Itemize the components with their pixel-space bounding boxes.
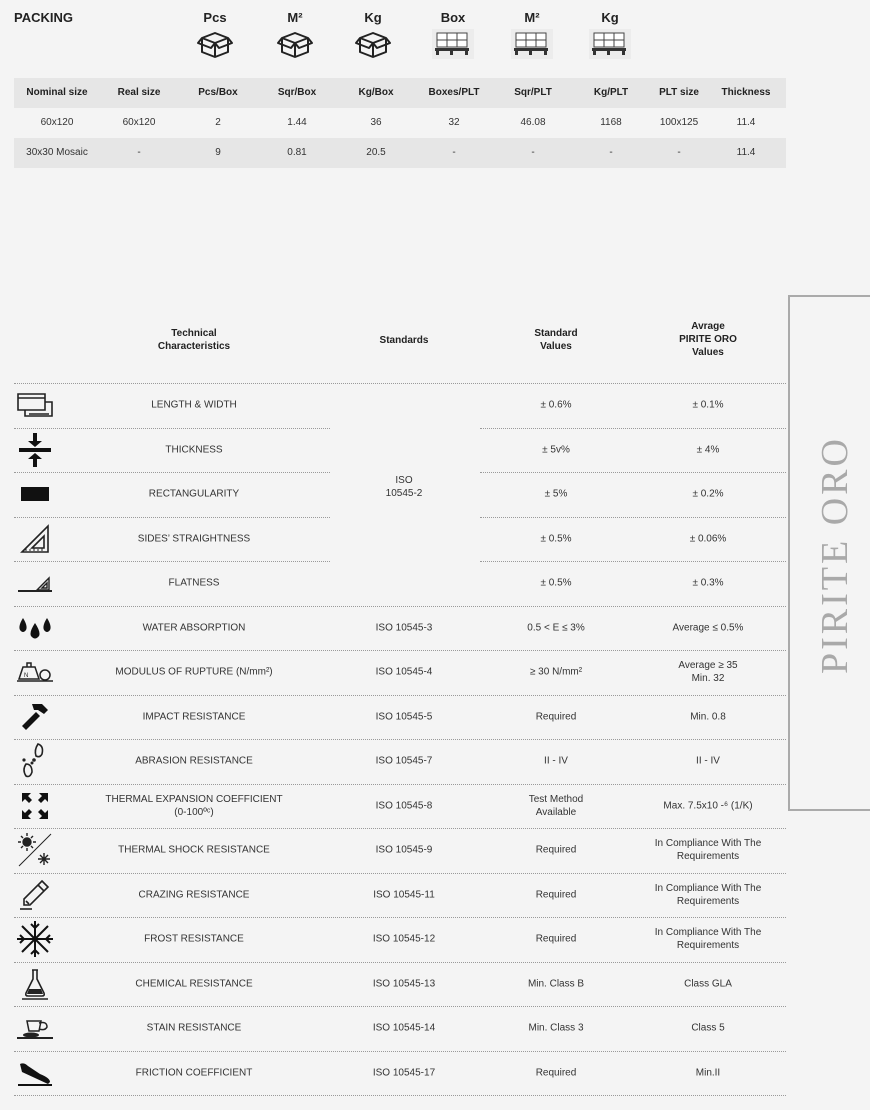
packing-cell: 36: [370, 117, 382, 128]
packing-cell: 46.08: [520, 117, 546, 128]
row-divider: [14, 917, 786, 918]
packing-cell: 20.5: [366, 147, 386, 158]
characteristic-name: CHEMICAL RESISTANCE: [135, 978, 253, 990]
characteristic-name: MODULUS OF RUPTURE (N/mm²): [115, 666, 273, 678]
packing-cell: -: [609, 147, 613, 158]
standard-value: ISO 10545-8: [375, 800, 433, 812]
characteristic-name: RECTANGULARITY: [148, 488, 240, 500]
packing-header-label: M²: [524, 10, 540, 25]
merged-standard-iso-10545-2: ISO 10545-2: [385, 475, 423, 499]
box-icon: [185, 28, 245, 60]
standard-value: ISO 10545-12: [372, 933, 436, 945]
packing-cell: Boxes/PLT: [428, 87, 480, 98]
standard-required-value: Min. Class 3: [528, 1022, 584, 1034]
characteristic-name: LENGTH & WIDTH: [151, 399, 237, 411]
average-value: ± 0.3%: [692, 577, 724, 589]
standard-required-value: II - IV: [544, 755, 568, 767]
row-divider-left: [14, 472, 330, 473]
standard-required-value: ≥ 30 N/mm²: [529, 666, 583, 678]
average-value: Class 5: [691, 1022, 725, 1034]
average-value: In Compliance With The Requirements: [654, 838, 762, 863]
row-divider: [14, 739, 786, 740]
packing-cell: 60x120: [40, 117, 74, 128]
row-divider: [14, 1051, 786, 1052]
thickness-icon: [14, 429, 56, 471]
characteristic-name: THICKNESS: [165, 444, 223, 456]
characteristic-name: ABRASION RESISTANCE: [135, 755, 253, 767]
standard-required-value: Required: [535, 1067, 577, 1079]
packing-cell: -: [677, 147, 681, 158]
packing-cell: Sqr/PLT: [514, 87, 552, 98]
standard-value: ISO 10545-13: [372, 978, 436, 990]
packing-cell: 11.4: [736, 147, 756, 158]
packing-cell: 1.44: [287, 117, 307, 128]
packing-cell: Real size: [117, 87, 161, 98]
header-characteristics: Technical Characteristics: [157, 328, 231, 352]
packing-header-3: [423, 10, 483, 60]
set-square-icon: [14, 518, 56, 560]
average-value: In Compliance With The Requirements: [654, 882, 762, 907]
row-divider: [14, 962, 786, 963]
standard-value: ISO 10545-3: [375, 622, 433, 634]
row-divider-right: [480, 472, 786, 473]
packing-cell: 2: [215, 117, 221, 128]
characteristic-name: THERMAL SHOCK RESISTANCE: [118, 844, 270, 856]
characteristic-name: FROST RESISTANCE: [144, 933, 244, 945]
packing-header-2: [343, 10, 403, 60]
standard-required-value: ± 0.5%: [540, 577, 572, 589]
packing-cell: Sqr/Box: [277, 87, 317, 98]
svg-text:N: N: [24, 673, 29, 679]
packing-cell: 0.81: [287, 147, 307, 158]
packing-header-5: [580, 10, 640, 60]
packing-cell: 60x120: [122, 117, 156, 128]
row-divider: [14, 1006, 786, 1007]
average-value: ± 0.06%: [689, 533, 727, 545]
standard-value: ISO 10545-7: [375, 755, 433, 767]
standard-required-value: ± 5v%: [542, 444, 570, 456]
packing-cell: PLT size: [659, 87, 699, 98]
standard-required-value: Min. Class B: [527, 978, 585, 990]
packing-cell: 100x125: [659, 117, 699, 128]
packing-header-1: [265, 10, 325, 60]
row-divider: [14, 828, 786, 829]
shoe-icon: [14, 1052, 56, 1094]
row-divider-right: [480, 428, 786, 429]
packing-header-label: Kg: [601, 10, 619, 25]
row-divider: [14, 695, 786, 696]
header-standard-values: Standard Values: [534, 328, 578, 352]
pallet-icon: [502, 28, 562, 60]
characteristic-name: WATER ABSORPTION: [142, 622, 246, 634]
rectangularity-icon: [14, 473, 56, 515]
average-value: Min.II: [695, 1067, 721, 1079]
packing-header-4: [502, 10, 562, 60]
standard-value: ISO 10545-11: [373, 889, 435, 901]
brand-label: PIRITE ORO: [814, 436, 856, 674]
packing-cell: -: [452, 147, 456, 158]
row-divider: [14, 383, 786, 384]
expand-arrows-icon: [14, 785, 56, 827]
standard-required-value: Required: [535, 711, 577, 723]
pallet-icon: [580, 28, 640, 60]
average-value: Max. 7.5x10 -⁶ (1/K): [663, 800, 753, 812]
packing-cell: Nominal size: [26, 87, 88, 98]
row-divider-left: [14, 517, 330, 518]
average-value: II - IV: [696, 755, 720, 767]
header-average-values: Avrage PIRITE ORO Values: [679, 321, 737, 358]
average-value: ± 4%: [696, 444, 720, 456]
pallet-icon: [423, 28, 483, 60]
row-divider: [14, 1095, 786, 1096]
standard-value: ISO 10545-14: [372, 1022, 436, 1034]
average-value: Average ≥ 35 Min. 32: [678, 660, 738, 685]
packing-cell: -: [137, 147, 141, 158]
standard-required-value: Required: [535, 933, 577, 945]
standard-required-value: Required: [535, 889, 577, 901]
characteristic-name: STAIN RESISTANCE: [146, 1022, 242, 1034]
standard-value: ISO 10545-9: [375, 844, 433, 856]
packing-cell: Pcs/Box: [198, 87, 238, 98]
packing-cell: 9: [215, 147, 221, 158]
packing-row: [14, 138, 786, 168]
standard-required-value: Test Method Available: [528, 793, 584, 818]
footprints-icon: [14, 740, 56, 782]
packing-title: PACKING: [14, 10, 73, 25]
characteristic-name: IMPACT RESISTANCE: [142, 711, 246, 723]
average-value: In Compliance With The Requirements: [654, 927, 762, 952]
characteristic-name: THERMAL EXPANSION COEFFICIENT (0-100ºᶜ): [105, 793, 283, 818]
row-divider: [14, 873, 786, 874]
box-icon: [265, 28, 325, 60]
crazing-icon: [14, 874, 56, 916]
characteristic-name: SIDES’ STRAIGHTNESS: [137, 533, 251, 545]
length-width-icon: [14, 384, 56, 426]
packing-cell: Kg/PLT: [593, 87, 629, 98]
average-value: Average ≤ 0.5%: [672, 622, 744, 634]
header-standards: Standards: [379, 335, 429, 346]
characteristic-name: CRAZING RESISTANCE: [138, 889, 250, 901]
row-divider-right: [480, 561, 786, 562]
packing-header-row: [14, 78, 786, 108]
row-divider-left: [14, 428, 330, 429]
row-divider: [14, 606, 786, 607]
packing-header-label: M²: [287, 10, 303, 25]
stain-icon: [14, 1007, 56, 1049]
hammer-icon: [14, 696, 56, 738]
standard-required-value: ± 5%: [544, 488, 568, 500]
characteristic-name: FLATNESS: [168, 577, 220, 589]
row-divider: [14, 784, 786, 785]
packing-header-0: [185, 10, 245, 60]
row-divider-right: [480, 517, 786, 518]
average-value: Class GLA: [684, 978, 732, 990]
packing-cell: 30x30 Mosaic: [26, 147, 88, 158]
average-value: ± 0.2%: [692, 488, 724, 500]
packing-header-label: Box: [440, 10, 466, 25]
standard-value: ISO 10545-4: [375, 666, 433, 678]
characteristic-name: FRICTION COEFFICIENT: [135, 1067, 253, 1079]
average-value: ± 0.1%: [692, 399, 724, 411]
packing-cell: -: [531, 147, 535, 158]
row-divider: [14, 650, 786, 651]
packing-cell: Kg/Box: [358, 87, 394, 98]
snowflake-icon: [14, 918, 56, 960]
flatness-icon: [14, 562, 56, 604]
packing-header-label: Pcs: [203, 10, 227, 25]
water-drops-icon: [14, 607, 56, 649]
packing-cell: Thickness: [721, 87, 771, 98]
flask-icon: [14, 963, 56, 1005]
row-divider-left: [14, 561, 330, 562]
packing-cell: 11.4: [736, 117, 756, 128]
standard-required-value: Required: [535, 844, 577, 856]
standard-value: ISO 10545-5: [375, 711, 433, 723]
box-icon: [343, 28, 403, 60]
packing-row: [14, 108, 786, 138]
sun-snow-icon: [14, 829, 56, 871]
weight-icon: [14, 651, 56, 693]
packing-cell: 32: [448, 117, 460, 128]
packing-header-label: Kg: [364, 10, 382, 25]
standard-required-value: ± 0.6%: [540, 399, 572, 411]
packing-cell: 1168: [600, 117, 622, 128]
standard-value: ISO 10545-17: [372, 1067, 436, 1079]
average-value: Min. 0.8: [690, 711, 726, 723]
standard-required-value: 0.5 < E ≤ 3%: [527, 622, 585, 634]
standard-required-value: ± 0.5%: [540, 533, 572, 545]
